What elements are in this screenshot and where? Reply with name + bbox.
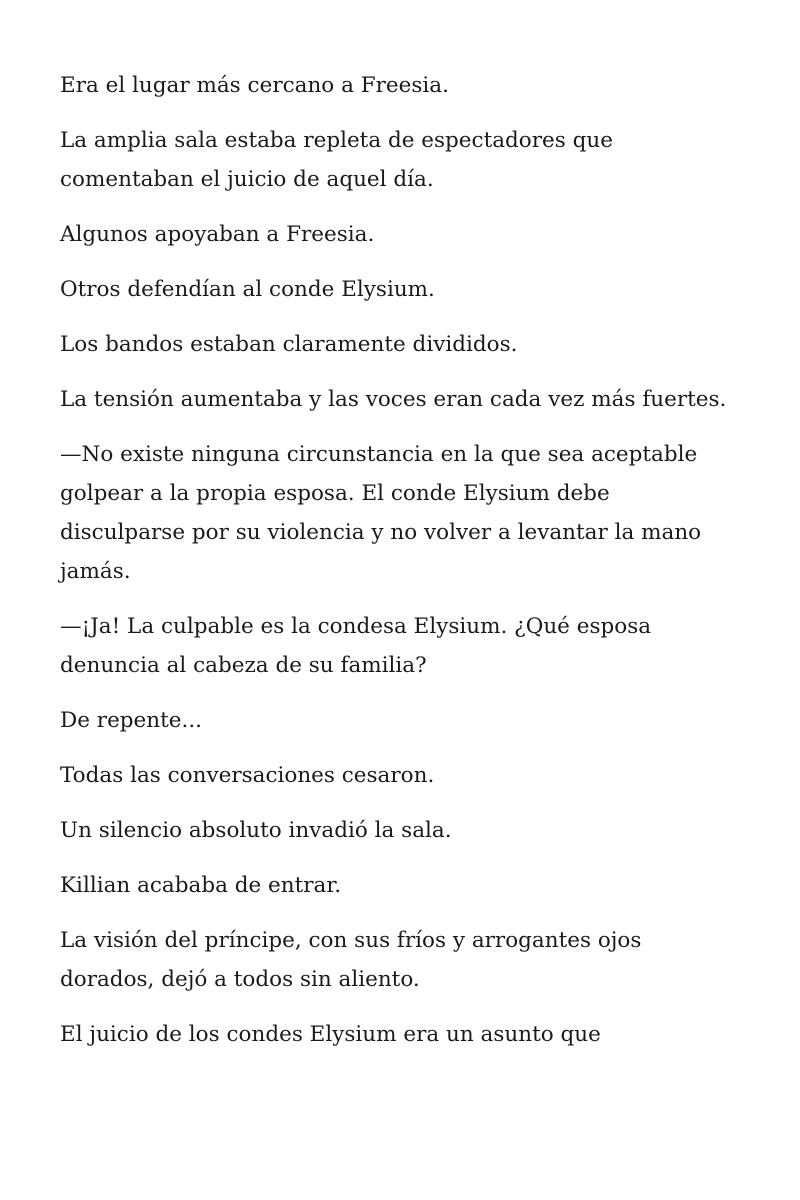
paragraph: Los bandos estaban claramente divididos. bbox=[60, 332, 518, 357]
paragraph: La visión del príncipe, con sus fríos y arrogantes ojos dorados, dejó a todos sin aliento. bbox=[60, 928, 642, 992]
paragraph: Otros defendían al conde Elysium. bbox=[60, 277, 435, 302]
paragraph: Era el lugar más cercano a Freesia. bbox=[60, 73, 449, 98]
paragraph: El juicio de los condes Elysium era un asunto que bbox=[60, 1022, 601, 1047]
paragraph: Un silencio absoluto invadió la sala. bbox=[60, 818, 452, 843]
paragraph: De repente... bbox=[60, 708, 202, 733]
document-body bbox=[60, 66, 740, 1070]
paragraph: Todas las conversaciones cesaron. bbox=[60, 763, 435, 788]
paragraph: La tensión aumentaba y las voces eran cada vez más fuertes. bbox=[60, 387, 727, 412]
paragraph: Algunos apoyaban a Freesia. bbox=[60, 222, 375, 247]
paragraph: Killian acababa de entrar. bbox=[60, 873, 342, 898]
paragraph: La amplia sala estaba repleta de espectadores que comentaban el juicio de aquel día. bbox=[60, 128, 613, 192]
paragraph: —¡Ja! La culpable es la condesa Elysium. ¿Qué esposa denuncia al cabeza de su familia? bbox=[60, 614, 652, 678]
paragraph: —No existe ninguna circunstancia en la que sea aceptable golpear a la propia esposa. El conde Elysium debe disculparse por su violencia y no volver a levantar la mano jamás. bbox=[60, 442, 702, 584]
